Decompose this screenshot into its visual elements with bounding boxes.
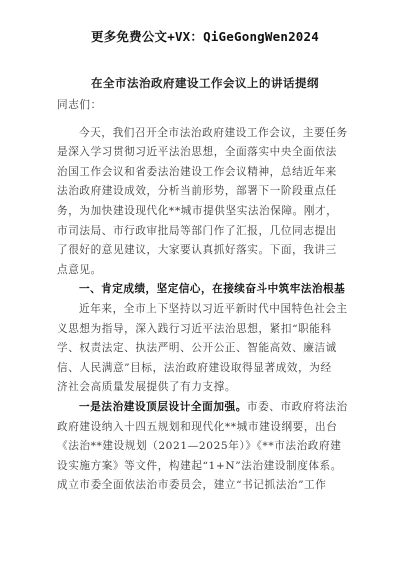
document-body <box>57 96 367 496</box>
paragraph-line: 设实施方案》等文件，构建起“1+N”法治建设制度体系。 <box>57 459 342 472</box>
section-heading: 一、肯定成绩，坚定信心，在接续奋斗中筑牢法治根基 <box>79 283 346 296</box>
promo-banner: 更多免费公文+VX：QiGeGongWen2024 <box>91 29 319 44</box>
paragraph-line: 点意见。 <box>57 263 102 276</box>
paragraph-line: 《法治**建设规划（2021—2025年）》《**市法治政府建 <box>57 440 342 453</box>
paragraph-line: 近年来，全市上下坚持以习近平新时代中国特色社会主 <box>79 302 348 315</box>
paragraph-line: 今天，我们召开全市法治政府建设工作会议，主要任务 <box>79 126 348 139</box>
subsection-line <box>57 398 367 418</box>
paragraph-line: 义思想为指导，深入践行习近平法治思想，紧扣“职能科 <box>57 322 332 335</box>
paragraph-line: 信、人民满意”目标，法治政府建设取得显著成效，为经 <box>57 361 332 374</box>
paragraph-line: 是深入学习贯彻习近平法治思想，全面落实中央全面依法 <box>57 146 337 159</box>
paragraph-line: 务，为加快建设现代化**城市提供坚实法治保障。刚才， <box>57 204 338 217</box>
paragraph-line: 治国工作会议和省委法治建设工作会议精神，总结近年来 <box>57 165 337 178</box>
subsection-heading: 一是法治建设顶层设计全面加强。 <box>79 400 247 413</box>
paragraph-line: 市司法局、市行政审批局等部门作了汇报，几位同志提出 <box>57 224 337 237</box>
salutation: 同志们： <box>57 99 102 111</box>
document-title: 在全市法治政府建设工作会议上的讲话提纲 <box>91 76 319 90</box>
paragraph-line: 了很好的意见建议，大家要认真抓好落实。下面，我讲三 <box>57 244 337 257</box>
paragraph-line: 济社会高质量发展提供了有力支撑。 <box>57 381 237 394</box>
paragraph-line: 学、权责法定、执法严明、公开公正、智能高效、廉洁诚 <box>57 342 337 355</box>
paragraph-line: 法治政府建设成效，分析当前形势，部署下一阶段重点任 <box>57 185 337 198</box>
subsection-text: 市委、市政府将法治 <box>246 400 348 413</box>
paragraph-line: 成立市委全面依法治市委员会，建立“书记抓法治”工作 <box>57 479 327 492</box>
paragraph-line: 政府建设纳入十四五规划和现代化**城市建设纲要，出台 <box>57 420 338 433</box>
